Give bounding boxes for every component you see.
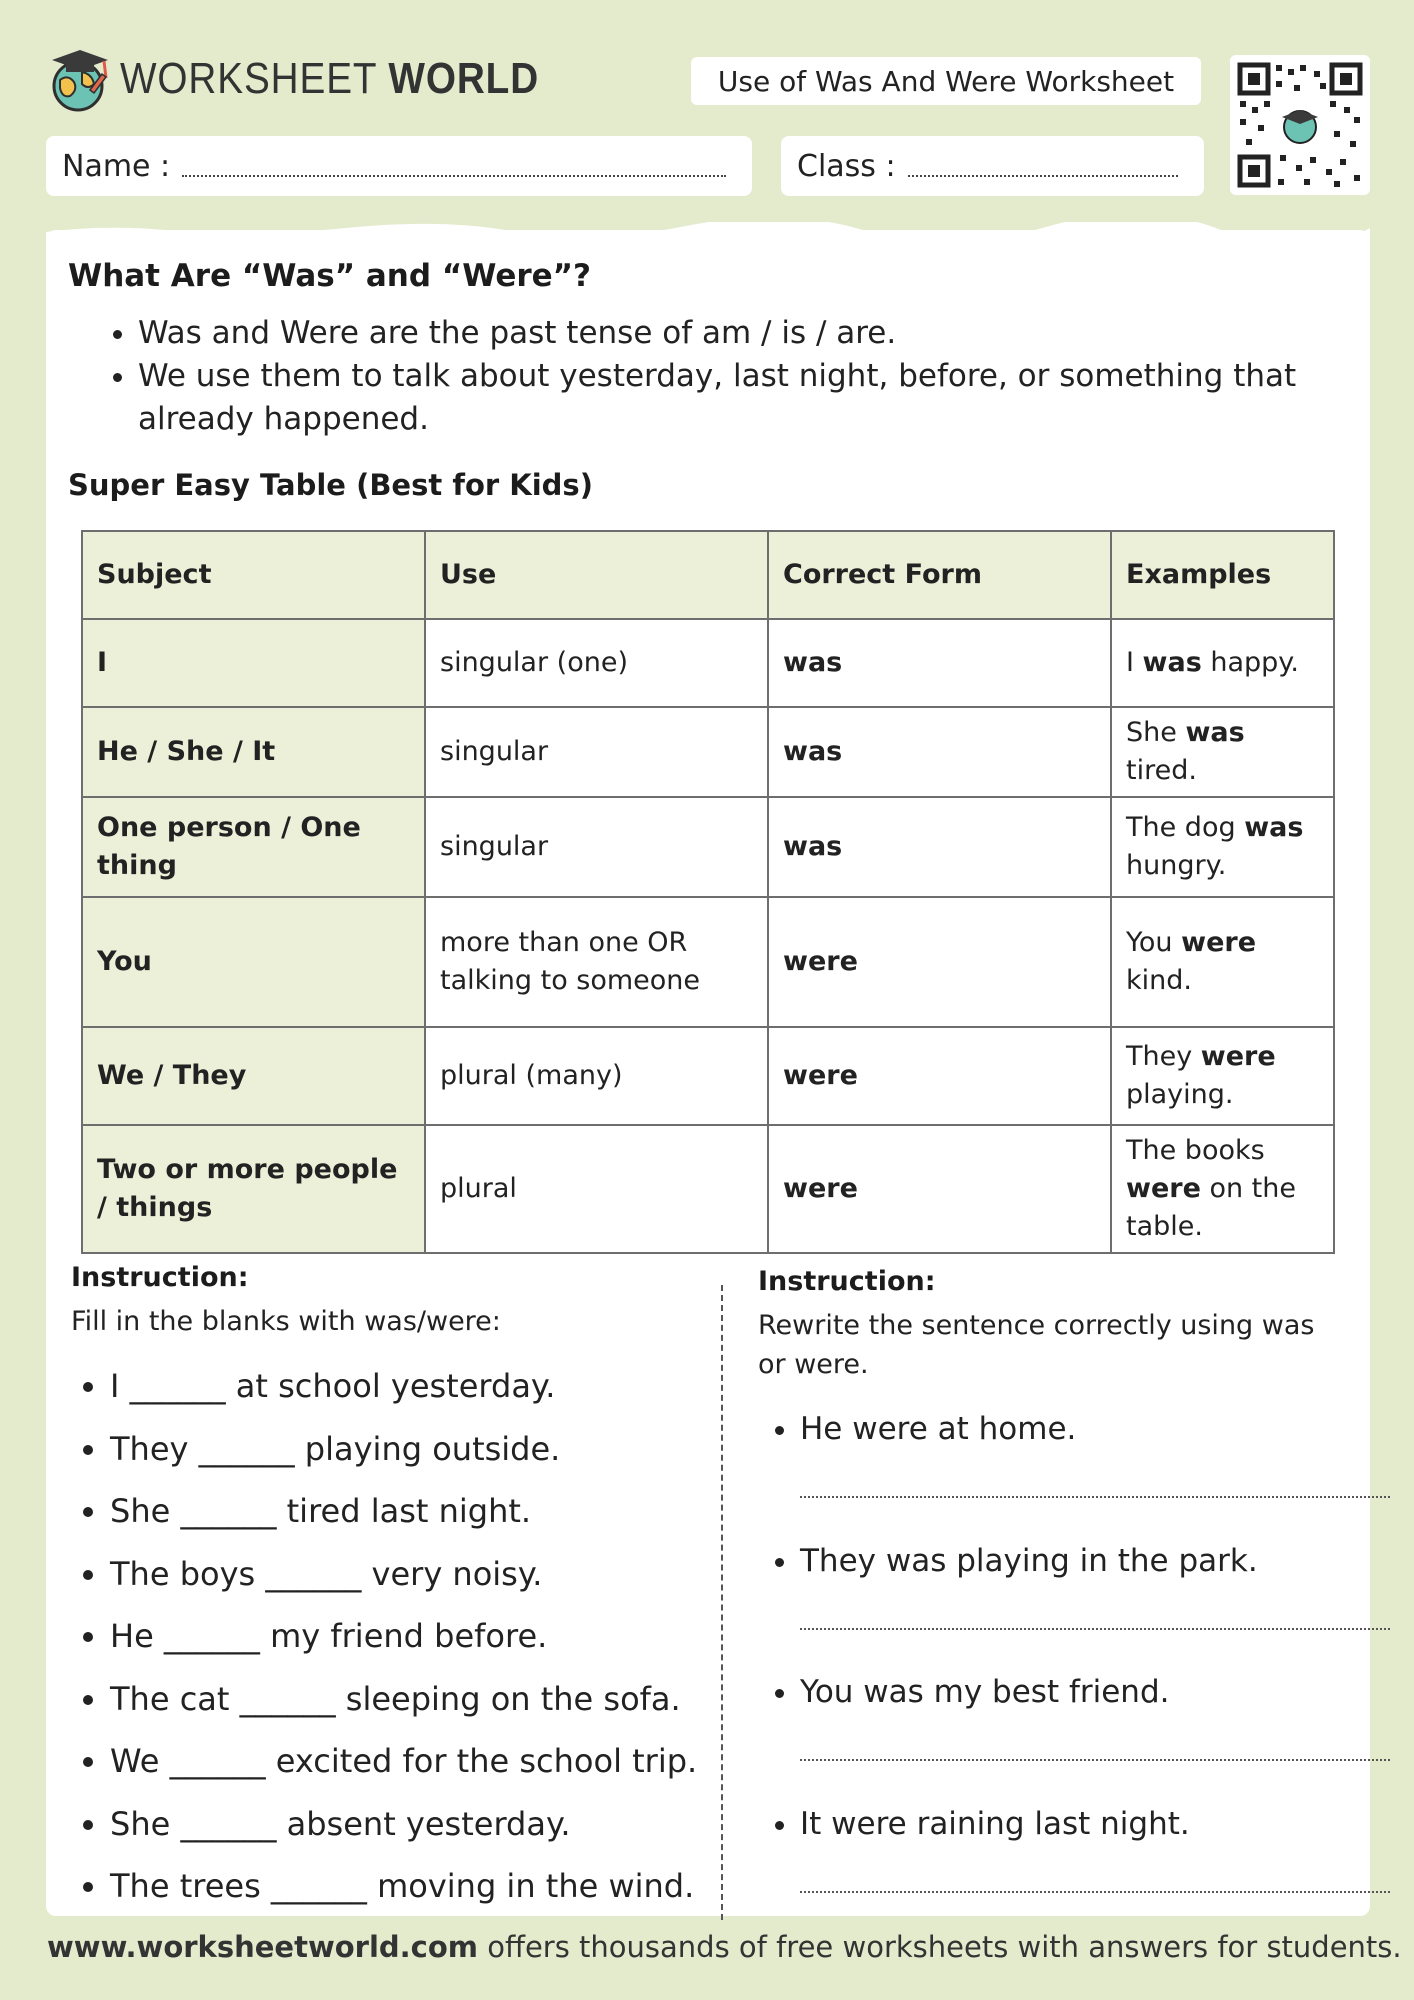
example-pre: The dog [1126,812,1245,843]
example-pre: They [1126,1041,1201,1072]
qr-code [1230,55,1370,195]
cell-form: were [768,1027,1111,1125]
cell-form: were [768,1125,1111,1253]
example-verb: was [1185,717,1245,748]
cell-subject: You [82,897,425,1027]
example-post: tired. [1126,755,1197,786]
header-examples: Examples [1111,531,1334,619]
cell-form: were [768,897,1111,1027]
fill-blank-item[interactable]: • I ______ at school yesterday. [110,1364,697,1427]
cell-form: was [768,707,1111,797]
answer-line[interactable] [800,1496,1390,1498]
example-post: on the table. [1126,1173,1296,1242]
logo [46,44,596,114]
rewrite-list [758,1404,1390,1930]
table-heading: Super Easy Table (Best for Kids) [68,468,593,502]
rewrite-sentence: He were at home. [800,1411,1077,1447]
header-use: Use [425,531,768,619]
class-label: Class : [797,148,896,184]
table-header-row [82,531,1334,619]
name-line[interactable] [182,175,726,177]
cell-example [1111,619,1334,707]
cell-use: more than one OR talking to someone [425,897,768,1027]
example-pre: You [1126,927,1182,958]
exercise2-title: Instruction: [758,1266,936,1297]
column-divider [721,1285,723,1920]
intro-bullet: • Was and Were are the past tense of am / is / are. [138,312,1368,355]
footer [47,1930,1402,1964]
table-row [82,707,1334,797]
globe-logo-icon [46,44,114,114]
cell-subject: I [82,619,425,707]
class-field[interactable] [781,136,1204,196]
table-row [82,897,1334,1027]
cell-example [1111,1125,1334,1253]
fill-blank-item[interactable]: • They ______ playing outside. [110,1427,697,1490]
table-row [82,797,1334,897]
example-pre: She [1126,717,1186,748]
name-field[interactable] [46,136,752,196]
answer-line[interactable] [800,1891,1390,1893]
example-pre: The books [1126,1135,1265,1166]
rewrite-sentence: You was my best friend. [800,1674,1170,1710]
grammar-table [81,530,1335,1254]
rewrite-sentence: It were raining last night. [800,1805,1190,1842]
cell-form: was [768,797,1111,897]
cell-use: singular (one) [425,619,768,707]
cell-form: was [768,619,1111,707]
table-row [82,1125,1334,1253]
answer-line[interactable] [800,1628,1390,1630]
fill-blank-item[interactable]: • The trees ______ moving in the wind. [110,1864,697,1927]
footer-url[interactable]: www.worksheetworld.com [47,1930,479,1964]
cell-subject: One person / One thing [82,797,425,897]
cell-use: plural [425,1125,768,1253]
cell-subject: We / They [82,1027,425,1125]
cell-example [1111,797,1334,897]
exercise2-instruction: Rewrite the sentence correctly using was or were. [758,1310,1315,1380]
example-verb: were [1200,1041,1276,1072]
intro-list [100,312,1368,441]
worksheet-title: Use of Was And Were Worksheet [691,57,1201,105]
example-verb: were [1181,927,1257,958]
cell-use: plural (many) [425,1027,768,1125]
cell-subject: Two or more people / things [82,1125,425,1253]
intro-bullet: • We use them to talk about yesterday, last night, before, or something that already happened. [138,355,1368,441]
example-verb: was [1142,647,1202,678]
qr-code-icon [1230,55,1370,195]
example-post: kind. [1126,965,1192,996]
footer-text: offers thousands of free worksheets with answers for students. [478,1930,1402,1964]
cell-example [1111,897,1334,1027]
cell-use: singular [425,707,768,797]
logo-bold: WORLD [388,54,540,103]
cell-example [1111,707,1334,797]
cell-example [1111,1027,1334,1125]
example-verb: was [1244,812,1304,843]
rewrite-item [800,1404,1390,1536]
exercise1-title: Instruction: [71,1262,249,1293]
fill-blank-item[interactable]: • She ______ absent yesterday. [110,1802,697,1865]
name-label: Name : [62,148,171,184]
rewrite-sentence: They was playing in the park. [800,1542,1258,1579]
logo-light: WORKSHEET [120,54,377,103]
class-line[interactable] [908,175,1178,177]
rewrite-item [800,1799,1390,1931]
intro-heading: What Are “Was” and “Were”? [68,258,592,294]
fill-blank-list [72,1364,697,1927]
example-verb: were [1126,1173,1201,1204]
example-pre: I [1126,647,1143,678]
cell-use: singular [425,797,768,897]
table-row [82,1027,1334,1125]
header-subject: Subject [82,531,425,619]
fill-blank-item[interactable]: • The cat ______ sleeping on the sofa. [110,1677,697,1740]
example-post: playing. [1126,1079,1234,1110]
fill-blank-item[interactable]: • The boys ______ very noisy. [110,1552,697,1615]
table-row [82,619,1334,707]
fill-blank-item[interactable]: • He ______ my friend before. [110,1614,697,1677]
example-post: hungry. [1126,850,1227,881]
exercise1-instruction: Fill in the blanks with was/were: [71,1306,501,1337]
answer-line[interactable] [800,1759,1390,1761]
cell-subject: He / She / It [82,707,425,797]
fill-blank-item[interactable]: • She ______ tired last night. [110,1489,697,1552]
logo-wordmark [120,54,539,104]
rewrite-item [800,1667,1390,1799]
rewrite-item [800,1536,1390,1668]
fill-blank-item[interactable]: • We ______ excited for the school trip. [110,1739,697,1802]
header-form: Correct Form [768,531,1111,619]
example-post: happy. [1201,647,1300,678]
